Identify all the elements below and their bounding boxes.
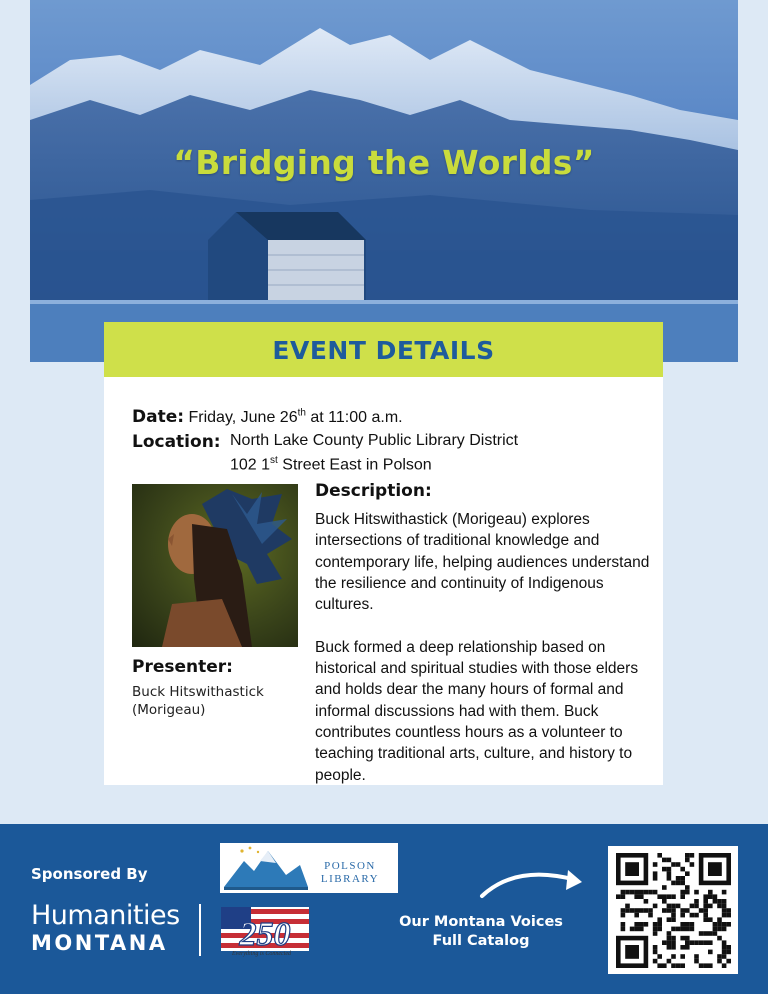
- location-label: Location:: [132, 432, 221, 452]
- presenter-portrait-image: [132, 484, 298, 647]
- presenter-label: Presenter:: [132, 657, 233, 677]
- date-label: Date:: [132, 407, 185, 427]
- catalog-line-1: Our Montana Voices: [399, 914, 563, 930]
- description-text: [315, 509, 650, 807]
- description-paragraph-2: Buck formed a deep relationship based on historical and spiritual studies with those elders and holds dear the many hours of formal and informal discussions had with them. Buck contributes countless hours as a volunteer to teaching traditional arts, culture, and history to people.: [315, 638, 639, 784]
- arrow-right-icon: [476, 862, 588, 902]
- sponsored-by-label: Sponsored By: [31, 865, 148, 883]
- badge-250-text: 250: [239, 916, 291, 953]
- description-label: Description:: [315, 481, 432, 501]
- hero-image: [30, 0, 738, 362]
- polson-library-logo: [220, 843, 398, 893]
- humanities-montana-logo-line2: MONTANA: [31, 931, 168, 955]
- badge-subtext: Everything is Connected: [232, 951, 291, 957]
- barn-icon: [208, 212, 366, 300]
- qr-code[interactable]: [608, 846, 738, 974]
- logo-divider: [199, 904, 201, 956]
- event-title: “Bridging the Worlds”: [173, 143, 595, 182]
- humanities-montana-logo-line1: Humanities: [31, 900, 180, 931]
- catalog-line-2: Full Catalog: [432, 933, 530, 949]
- location-line-2: 102 1st Street East in Polson: [230, 455, 432, 474]
- presenter-photo: [132, 484, 298, 647]
- catalog-link-text[interactable]: [388, 913, 574, 951]
- date-value: Friday, June 26th at 11:00 a.m.: [188, 407, 403, 426]
- description-paragraph-1: Buck Hitswithastick (Morigeau) explores intersections of traditional knowledge and contemporary life, helping audiences understand the resilience and continuity of Indigenous cultures.: [315, 511, 650, 614]
- qr-code-icon: [608, 846, 738, 974]
- mountain-logo-icon: [220, 843, 310, 893]
- date-row: [132, 407, 403, 427]
- presenter-name: Buck Hitswithastick (Morigeau): [132, 684, 264, 718]
- location-line-1: North Lake County Public Library District: [230, 432, 519, 449]
- polson-library-name: POLSON LIBRARY: [320, 860, 380, 885]
- event-details-heading: EVENT DETAILS: [104, 322, 663, 377]
